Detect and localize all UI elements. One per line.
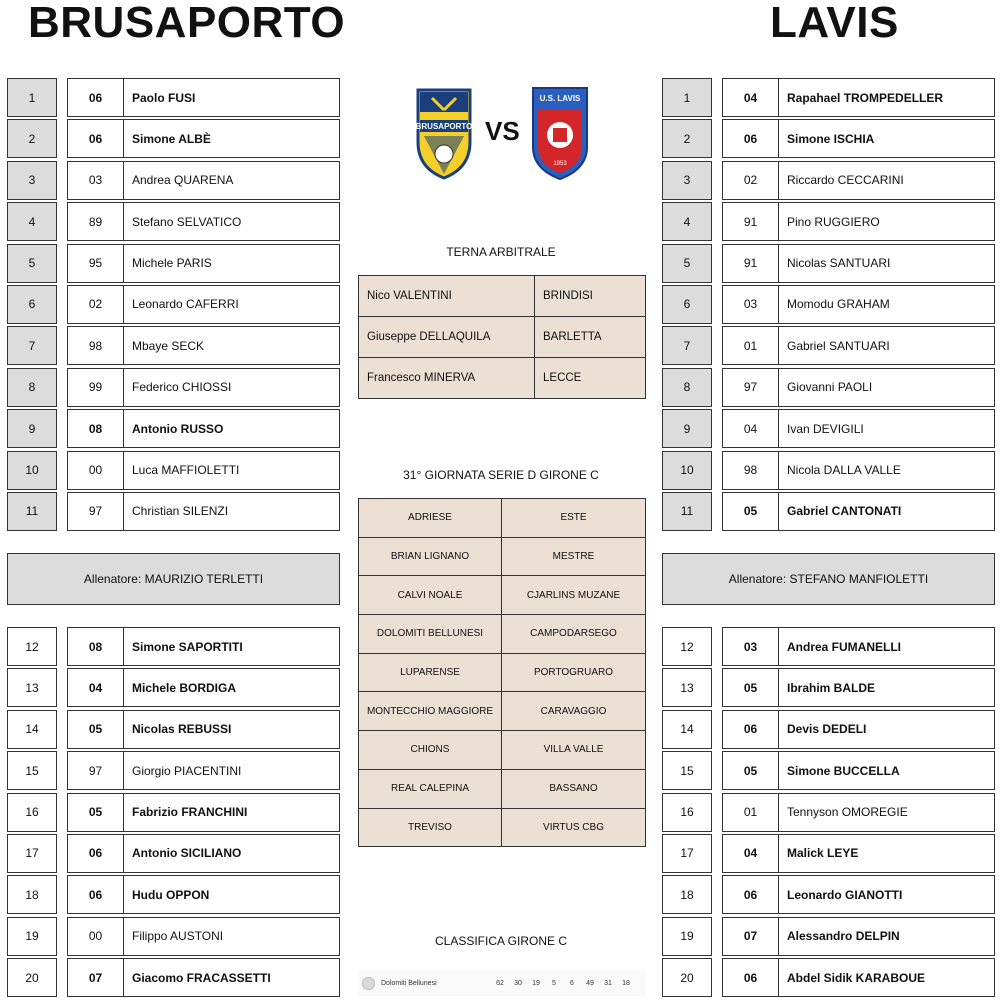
- player-row: [67, 326, 340, 365]
- player-name: Alessandro DELPIN: [787, 929, 900, 944]
- match-home-team: REAL CALEPINA: [359, 770, 502, 808]
- match-away-team: MESTRE: [552, 551, 595, 563]
- player-year: 06: [68, 835, 124, 872]
- shirt-number: 8: [662, 368, 712, 407]
- shirt-number: 11: [7, 492, 57, 531]
- referee-city: BARLETTA: [543, 331, 602, 343]
- standings-value: 5: [552, 979, 556, 987]
- player-year: 01: [723, 327, 779, 364]
- player-year: 06: [723, 120, 779, 157]
- player-name: Leonardo CAFERRI: [132, 297, 239, 312]
- shirt-number: 18: [7, 875, 57, 914]
- player-name: Nicola DALLA VALLE: [787, 463, 901, 478]
- shirt-number: 19: [7, 917, 57, 956]
- shirt-number: 5: [7, 244, 57, 283]
- player-year: 04: [723, 410, 779, 447]
- match-away-team: VIRTUS CBG: [543, 821, 604, 833]
- player-year: 04: [68, 669, 124, 706]
- player-row: [722, 834, 995, 873]
- referee-row: [359, 358, 645, 398]
- player-year: 06: [68, 876, 124, 913]
- referee-city: LECCE: [543, 372, 582, 384]
- match-away-team: CARAVAGGIO: [540, 705, 607, 717]
- shirt-number: 1: [7, 78, 57, 117]
- home-bench-table: [67, 627, 340, 1000]
- match-home-team: DOLOMITI BELLUNESI: [359, 615, 502, 653]
- player-year: 89: [68, 203, 124, 240]
- player-name: Riccardo CECCARINI: [787, 173, 904, 188]
- standings-label: CLASSIFICA GIRONE C: [434, 934, 568, 948]
- player-year: 00: [68, 452, 124, 489]
- home-coach: Allenatore: MAURIZIO TERLETTI: [7, 553, 340, 605]
- player-row: [722, 451, 995, 490]
- player-name: Rapahael TROMPEDELLER: [787, 90, 944, 105]
- referee-name: Nico VALENTINI: [359, 276, 535, 316]
- player-row: [67, 78, 340, 117]
- standings-row: [358, 970, 646, 996]
- player-name: Gabriel CANTONATI: [787, 504, 902, 519]
- referee-row: [359, 276, 645, 317]
- player-row: [722, 161, 995, 200]
- shirt-number: 17: [7, 834, 57, 873]
- player-name: Simone BUCCELLA: [787, 763, 900, 778]
- referees-table: [358, 275, 646, 399]
- shirt-number: 2: [662, 119, 712, 158]
- shirt-number: 8: [7, 368, 57, 407]
- player-name: Gabriel SANTUARI: [787, 338, 890, 353]
- player-row: [67, 793, 340, 832]
- match-home-team: CALVI NOALE: [359, 576, 502, 614]
- player-year: 03: [723, 286, 779, 323]
- standings-value: 6: [570, 979, 574, 987]
- shirt-number: 17: [662, 834, 712, 873]
- match-row: [359, 770, 645, 809]
- team-crest-icon: [362, 977, 375, 990]
- player-row: [67, 492, 340, 531]
- player-row: [722, 668, 995, 707]
- player-year: 06: [68, 79, 124, 116]
- player-row: [722, 202, 995, 241]
- player-year: 05: [723, 752, 779, 789]
- standings-value: 19: [532, 979, 540, 987]
- match-row: [359, 576, 645, 615]
- player-year: 02: [723, 162, 779, 199]
- standings-value: 49: [586, 979, 594, 987]
- referee-row: [359, 317, 645, 358]
- player-row: [722, 917, 995, 956]
- player-name: Antonio RUSSO: [132, 421, 224, 436]
- player-row: [722, 627, 995, 666]
- shirt-number: 7: [7, 326, 57, 365]
- away-starters-numbers: [662, 78, 712, 533]
- shirt-number: 10: [7, 451, 57, 490]
- player-year: 03: [723, 628, 779, 665]
- player-name: Simone ISCHIA: [787, 131, 875, 146]
- shirt-number: 20: [662, 958, 712, 997]
- player-row: [722, 958, 995, 997]
- match-home-team: CHIONS: [359, 731, 502, 769]
- player-name: Michele BORDIGA: [132, 680, 237, 695]
- player-row: [67, 202, 340, 241]
- player-row: [722, 119, 995, 158]
- player-year: 05: [723, 669, 779, 706]
- shirt-number: 12: [662, 627, 712, 666]
- player-row: [722, 793, 995, 832]
- player-year: 99: [68, 369, 124, 406]
- player-year: 01: [723, 794, 779, 831]
- player-year: 02: [68, 286, 124, 323]
- player-year: 07: [723, 918, 779, 955]
- shirt-number: 14: [7, 710, 57, 749]
- home-team-title: BRUSAPORTO: [28, 0, 346, 47]
- matches-table: [358, 498, 646, 847]
- match-row: [359, 809, 645, 847]
- player-row: [722, 875, 995, 914]
- player-row: [722, 368, 995, 407]
- shirt-number: 10: [662, 451, 712, 490]
- player-row: [67, 627, 340, 666]
- player-name: Federico CHIOSSI: [132, 380, 232, 395]
- player-name: Michele PARIS: [132, 256, 212, 271]
- lavis-logo-text: U.S. LAVIS: [539, 94, 581, 103]
- player-year: 06: [723, 959, 779, 996]
- player-row: [67, 368, 340, 407]
- player-name: Andrea QUARENA: [132, 173, 234, 188]
- player-name: Simone ALBÈ: [132, 131, 211, 146]
- player-row: [67, 710, 340, 749]
- player-name: Paolo FUSI: [132, 90, 196, 105]
- player-year: 97: [723, 369, 779, 406]
- player-name: Fabrizio FRANCHINI: [132, 805, 248, 820]
- player-name: Christian SILENZI: [132, 504, 229, 519]
- player-year: 08: [68, 628, 124, 665]
- match-home-team: MONTECCHIO MAGGIORE: [359, 692, 502, 730]
- match-home-team: LUPARENSE: [359, 654, 502, 692]
- player-year: 05: [723, 493, 779, 530]
- shirt-number: 2: [7, 119, 57, 158]
- player-year: 95: [68, 245, 124, 282]
- referee-city: BRINDISI: [543, 290, 593, 302]
- player-name: Nicolas REBUSSI: [132, 722, 232, 737]
- shirt-number: 9: [7, 409, 57, 448]
- player-name: Hudu OPPON: [132, 887, 210, 902]
- player-year: 03: [68, 162, 124, 199]
- player-row: [67, 119, 340, 158]
- shirt-number: 13: [662, 668, 712, 707]
- player-name: Simone SAPORTITI: [132, 639, 243, 654]
- match-row: [359, 731, 645, 770]
- match-away-team: CJARLINS MUZANE: [526, 589, 621, 601]
- shirt-number: 13: [7, 668, 57, 707]
- home-starters-numbers: [7, 78, 57, 533]
- match-row: [359, 499, 645, 538]
- player-name: Mbaye SECK: [132, 338, 205, 353]
- shirt-number: 9: [662, 409, 712, 448]
- player-name: Luca MAFFIOLETTI: [132, 463, 240, 478]
- vs-label: VS: [485, 116, 520, 146]
- away-starters-table: [722, 78, 995, 533]
- player-row: [67, 244, 340, 283]
- standings-value: 30: [514, 979, 522, 987]
- player-year: 97: [68, 752, 124, 789]
- player-name: Antonio SICILIANO: [132, 846, 242, 861]
- player-name: Giovanni PAOLI: [787, 380, 873, 395]
- match-row: [359, 538, 645, 577]
- standings-value: 18: [622, 979, 630, 987]
- shirt-number: 6: [7, 285, 57, 324]
- match-away-team: PORTOGRUARO: [533, 667, 614, 679]
- match-home-team: ADRIESE: [359, 499, 502, 537]
- brusaporto-logo: [414, 84, 474, 185]
- home-bench-numbers: [7, 627, 57, 1000]
- away-coach: Allenatore: STEFANO MANFIOLETTI: [662, 553, 995, 605]
- player-name: Ivan DEVIGILI: [787, 421, 864, 436]
- match-row: [359, 692, 645, 731]
- player-row: [67, 451, 340, 490]
- match-away-team: CAMPODARSEGO: [530, 628, 617, 640]
- player-year: 98: [723, 452, 779, 489]
- lavis-logo-year: 1953: [553, 161, 567, 167]
- player-row: [67, 958, 340, 997]
- shirt-number: 19: [662, 917, 712, 956]
- shirt-number: 4: [7, 202, 57, 241]
- match-away-team: ESTE: [560, 512, 587, 524]
- shirt-number: 1: [662, 78, 712, 117]
- player-row: [722, 285, 995, 324]
- player-row: [67, 161, 340, 200]
- shirt-number: 15: [662, 751, 712, 790]
- player-name: Giacomo FRACASSETTI: [132, 970, 271, 985]
- shirt-number: 4: [662, 202, 712, 241]
- round-label: 31° GIORNATA SERIE D GIRONE C: [403, 468, 599, 482]
- player-year: 91: [723, 245, 779, 282]
- shirt-number: 16: [662, 793, 712, 832]
- lavis-logo: [530, 85, 590, 186]
- shirt-number: 3: [7, 161, 57, 200]
- shirt-number: 16: [7, 793, 57, 832]
- player-year: 98: [68, 327, 124, 364]
- player-year: 08: [68, 410, 124, 447]
- player-name: Andrea FUMANELLI: [787, 639, 901, 654]
- player-row: [67, 834, 340, 873]
- player-name: Stefano SELVATICO: [132, 214, 242, 229]
- player-name: Giorgio PIACENTINI: [132, 763, 242, 778]
- match-row: [359, 615, 645, 654]
- brusaporto-logo-text: BRUSAPORTO: [415, 122, 473, 131]
- player-name: Malick LEYE: [787, 846, 859, 861]
- player-year: 04: [723, 79, 779, 116]
- player-year: 06: [723, 711, 779, 748]
- player-name: Filippo AUSTONI: [132, 929, 224, 944]
- player-year: 06: [723, 876, 779, 913]
- player-row: [67, 285, 340, 324]
- player-row: [67, 875, 340, 914]
- shirt-number: 20: [7, 958, 57, 997]
- shirt-number: 15: [7, 751, 57, 790]
- player-row: [722, 78, 995, 117]
- shirt-number: 3: [662, 161, 712, 200]
- standings-team: Dolomiti Bellunesi: [381, 979, 437, 987]
- referee-name: Francesco MINERVA: [359, 358, 535, 398]
- player-row: [722, 409, 995, 448]
- player-name: Momodu GRAHAM: [787, 297, 890, 312]
- shirt-number: 11: [662, 492, 712, 531]
- away-bench-table: [722, 627, 995, 1000]
- shirt-number: 14: [662, 710, 712, 749]
- home-starters-table: [67, 78, 340, 533]
- shirt-number: 18: [662, 875, 712, 914]
- player-name: Nicolas SANTUARI: [787, 256, 891, 271]
- player-row: [722, 710, 995, 749]
- player-name: Pino RUGGIERO: [787, 214, 880, 229]
- player-name: Tennyson OMOREGIE: [787, 805, 908, 820]
- standings-value: 31: [604, 979, 612, 987]
- player-name: Abdel Sidik KARABOUE: [787, 970, 926, 985]
- player-row: [722, 492, 995, 531]
- standings-value: 62: [496, 979, 504, 987]
- player-row: [67, 751, 340, 790]
- player-year: 00: [68, 918, 124, 955]
- shirt-number: 7: [662, 326, 712, 365]
- match-home-team: TREVISO: [359, 809, 502, 847]
- player-name: Ibrahim BALDE: [787, 680, 876, 695]
- player-year: 91: [723, 203, 779, 240]
- player-row: [67, 409, 340, 448]
- player-year: 05: [68, 711, 124, 748]
- away-team-title: LAVIS: [770, 0, 899, 47]
- match-home-team: BRIAN LIGNANO: [359, 538, 502, 576]
- player-row: [722, 326, 995, 365]
- match-row: [359, 654, 645, 693]
- player-row: [722, 751, 995, 790]
- shirt-number: 6: [662, 285, 712, 324]
- player-row: [67, 668, 340, 707]
- match-away-team: BASSANO: [549, 783, 598, 795]
- shirt-number: 5: [662, 244, 712, 283]
- player-year: 05: [68, 794, 124, 831]
- player-row: [67, 917, 340, 956]
- player-year: 07: [68, 959, 124, 996]
- referee-name: Giuseppe DELLAQUILA: [359, 317, 535, 357]
- referees-label: TERNA ARBITRALE: [446, 245, 556, 259]
- player-year: 04: [723, 835, 779, 872]
- player-name: Devis DEDELI: [787, 722, 867, 737]
- player-year: 97: [68, 493, 124, 530]
- player-row: [722, 244, 995, 283]
- away-bench-numbers: [662, 627, 712, 1000]
- match-away-team: VILLA VALLE: [543, 744, 604, 756]
- player-name: Leonardo GIANOTTI: [787, 887, 903, 902]
- player-year: 06: [68, 120, 124, 157]
- shirt-number: 12: [7, 627, 57, 666]
